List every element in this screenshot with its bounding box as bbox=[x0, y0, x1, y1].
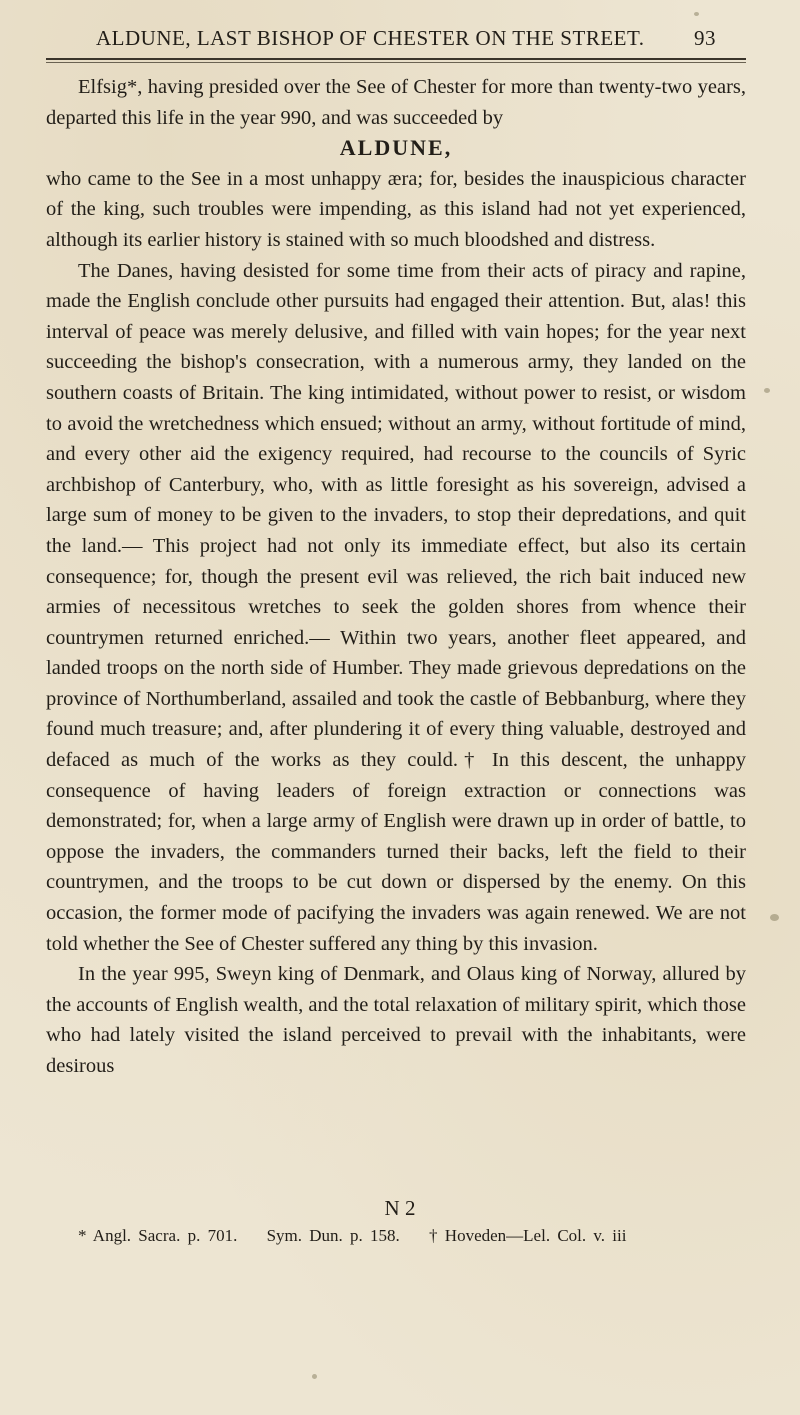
paragraph-sweyn: In the year 995, Sweyn king of Denmark, and Olaus king of Norway, allured by the accounts of English wealth, and the total relaxation of military spirit, which those who had lately visited the island perceived to prevail with the inhabitants, were desirous bbox=[46, 963, 746, 1077]
foxing-spot bbox=[694, 12, 699, 16]
header-rule bbox=[46, 58, 746, 60]
footnote-angl-sacra: * Angl. Sacra. p. 701. bbox=[78, 1226, 238, 1245]
foxing-spot bbox=[764, 388, 770, 393]
running-head-title: ALDUNE, LAST BISHOP OF CHESTER ON THE STREET. bbox=[96, 26, 645, 50]
paragraph-elfsig: Elfsig*, having presided over the See of Chester for more than twenty-two years, departed this life in the year 990, and was succeeded by bbox=[46, 76, 746, 129]
header-rule-thin bbox=[46, 62, 746, 63]
paragraph-danes: The Danes, having desisted for some time from their acts of piracy and rapine, made the English conclude other pursuits had engaged their attention. But, alas! this interval of peace was merely delusive, and filled with vain hopes; for the year next succeeding the bishop's consecration, with a numerous army, they landed on the southern coasts of Britain. The king intimidated, without power to resist, or wisdom to avoid the wretchedness which ensued; without an army, without fortitude of mind, and every other aid the exigency required, had recourse to the councils of Syric archbishop of Canterbury, who, with as little foresight as his sovereign, advised a large sum of money to be given to the invaders, to stop their depredations, and quit the land.— This project had not only its immediate effect, but also its certain consequence; for, though the present evil was relieved, the rich bait induced new armies of necessitous wretches to seek the golden shores from whence their countrymen returned enriched.— Within two years, another fleet appeared, and landed troops on the north side of Humber. They made grievous depredations on the province of Northumberland, assailed and took the castle of Bebbanburg, where they found much treasure; and, after plundering it of every thing valuable, destroyed and defaced as much of the works as they could.† In this descent, the unhappy consequence of having leaders of foreign extraction or connections was demonstrated; for, when a large army of English were drawn up in order of battle, to oppose the invaders, the commanders turned their backs, left the field to their countrymen, and the troops to be cut down or dispersed by the enemy. On this occasion, the former mode of pacifying the invaders was again renewed. We are not told whether the See of Chester suffered any thing by this invasion. bbox=[46, 259, 746, 955]
footnote-hoveden: † Hoveden—Lel. Col. v. iii bbox=[429, 1226, 627, 1245]
body-text bbox=[46, 72, 746, 1082]
signature-mark: N 2 bbox=[384, 1196, 416, 1220]
section-heading-aldune: ALDUNE, bbox=[339, 135, 453, 161]
running-head bbox=[96, 26, 716, 51]
foxing-spot bbox=[770, 914, 779, 921]
footnote-sym-dun: Sym. Dun. p. 158. bbox=[266, 1226, 400, 1245]
footnotes bbox=[78, 1226, 738, 1246]
foxing-spot bbox=[312, 1374, 317, 1379]
paragraph-aldune-era: who came to the See in a most unhappy æra; for, besides the inauspicious character of the king, such troubles were impending, as this island had not yet experienced, although its earlier history is stained with so much bloodshed and distress. bbox=[46, 167, 746, 251]
page-number: 93 bbox=[694, 26, 716, 50]
